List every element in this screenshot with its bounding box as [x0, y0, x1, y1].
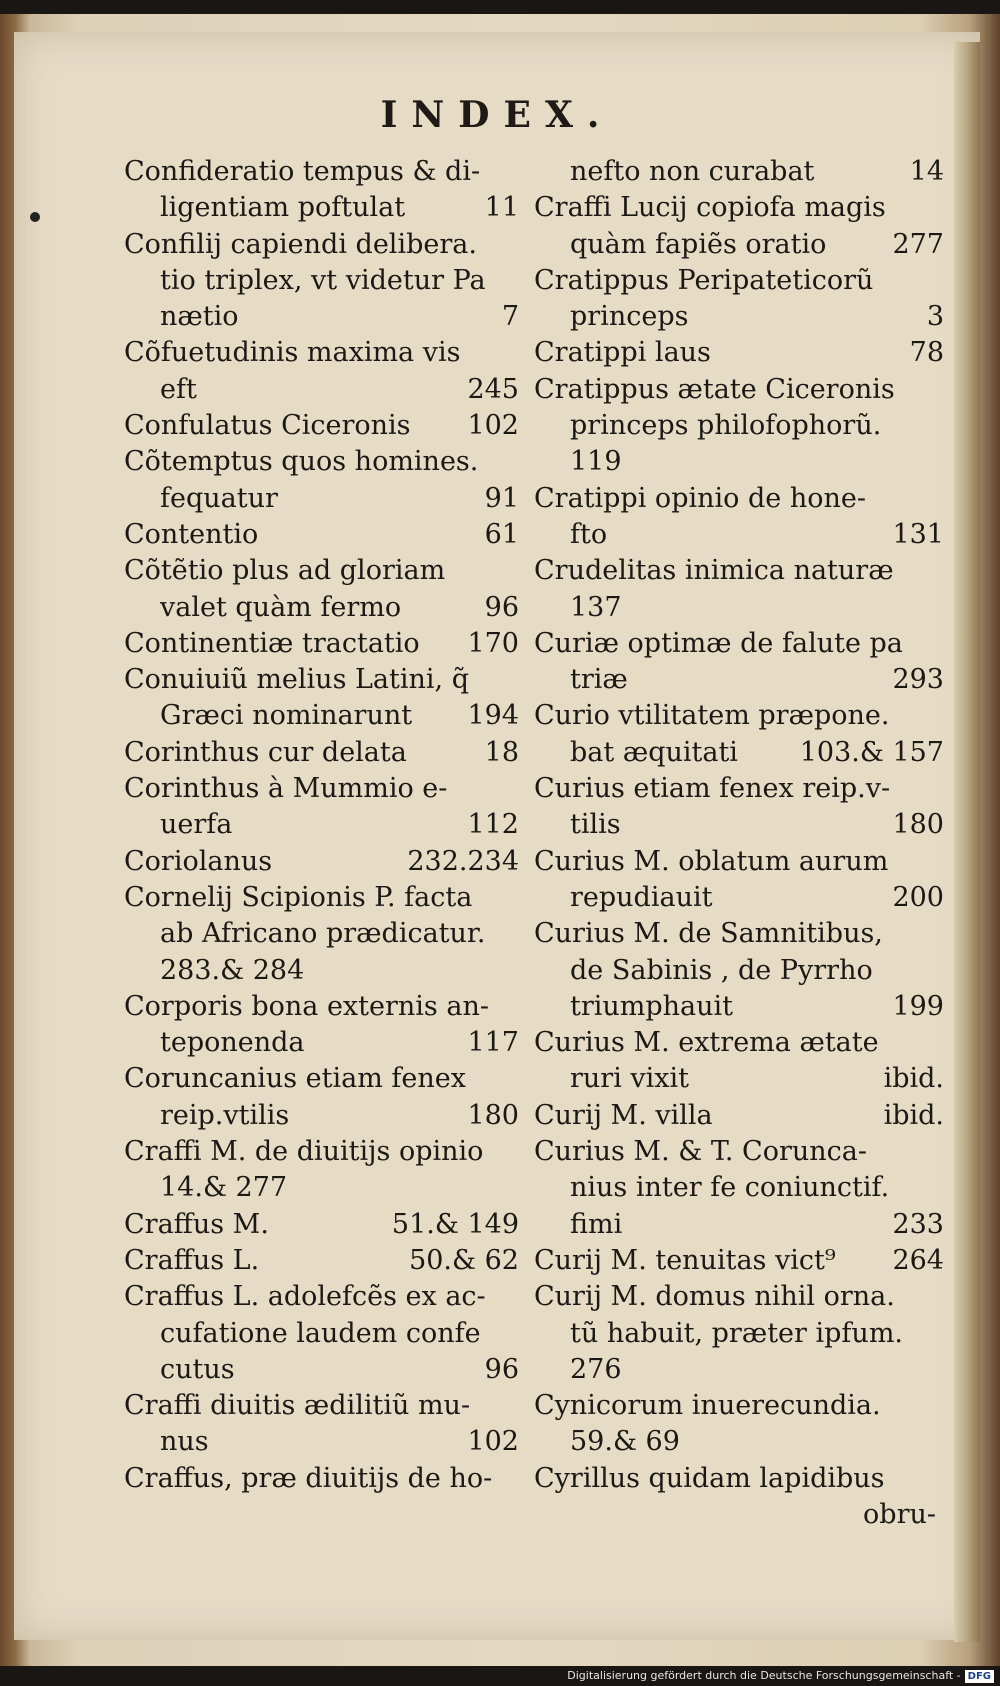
index-entry-line [124, 916, 519, 952]
entry-text: Curius M. extrema ætate [534, 1027, 879, 1059]
index-entry-line [124, 1424, 519, 1460]
index-entry-line [534, 880, 944, 916]
index-entry-line [124, 698, 519, 734]
index-entry-line [534, 1098, 944, 1134]
index-entry-line [124, 590, 519, 626]
index-entry-line [124, 190, 519, 226]
entry-text: Curij M. tenuitas vict⁹ [534, 1244, 836, 1276]
index-entry-line [124, 989, 519, 1025]
entry-text: reip.vtilis [160, 1099, 290, 1131]
index-entry-line [534, 481, 944, 517]
entry-text: Cõtẽtio plus ad gloriam [124, 555, 446, 587]
entry-text: Crudelitas inimica naturæ [534, 555, 894, 587]
entry-text: Contentio [124, 518, 259, 550]
index-entry-line [534, 953, 944, 989]
entry-text: Craffus, præ diuitijs de ho- [124, 1462, 493, 1494]
entry-page: 50.& 62 [409, 1244, 519, 1276]
entry-text: nus [160, 1426, 209, 1458]
entry-text: bat æquitati [570, 736, 738, 768]
index-entry-line [534, 1461, 944, 1497]
entry-text: 137 [570, 591, 622, 623]
index-entry-line [124, 1279, 519, 1315]
index-entry-line [124, 408, 519, 444]
entry-text: valet quàm fermo [160, 591, 402, 623]
index-entry-line [124, 299, 519, 335]
entry-text: Craffus L. adolefcẽs ex ac- [124, 1281, 486, 1313]
entry-text: fto [570, 518, 608, 550]
index-entry-line [534, 807, 944, 843]
book-scan [0, 14, 1000, 1666]
index-entry-line [534, 1352, 944, 1388]
entry-text: 59.& 69 [570, 1426, 680, 1458]
index-entry-line [124, 227, 519, 263]
index-entry-line [534, 517, 944, 553]
index-entry-line [124, 1243, 519, 1279]
page-title: INDEX. [380, 94, 614, 136]
index-entry-line [534, 844, 944, 880]
footer-text: Digitalisierung gefördert durch die Deutsche Forschungsgemeinschaft - [567, 1669, 961, 1682]
entry-page: 51.& 149 [391, 1208, 519, 1240]
entry-text: nætio [160, 301, 239, 333]
entry-text: Cratippi opinio de hone- [534, 482, 866, 514]
index-entry-line [124, 1025, 519, 1061]
entry-page: 194 [467, 700, 519, 732]
entry-page: 277 [892, 228, 944, 260]
index-entry-line [124, 807, 519, 843]
entry-text: quàm fapiẽs oratio [570, 228, 827, 260]
entry-text: 119 [570, 446, 622, 478]
index-entry-line [534, 916, 944, 952]
entry-text: eft [160, 373, 197, 405]
index-entry-line [124, 263, 519, 299]
entry-text: tũ habuit, præter ipfum. [570, 1317, 904, 1349]
index-entry-line [124, 1098, 519, 1134]
entry-text: Coruncanius etiam fenex [124, 1063, 466, 1095]
entry-page: 103.& 157 [799, 736, 944, 768]
entry-page: 112 [467, 809, 519, 841]
index-entry-line [534, 1388, 944, 1424]
index-entry-line [534, 1134, 944, 1170]
index-entry-line [534, 771, 944, 807]
entry-text: teponenda [160, 1027, 305, 1059]
entry-page: 7 [501, 301, 519, 333]
index-entry-line [124, 1170, 519, 1206]
entry-page: 293 [892, 664, 944, 696]
entry-page: 78 [909, 337, 944, 369]
index-column-left [124, 154, 519, 1497]
entry-text: ligentiam poftulat [160, 192, 406, 224]
entry-text: Continentiæ tractatio [124, 627, 420, 659]
index-entry-line [534, 989, 944, 1025]
entry-text: Curius M. de Samnitibus, [534, 918, 883, 950]
entry-page: 11 [484, 192, 519, 224]
index-entry-line [534, 626, 944, 662]
entry-text: Confulatus Ciceronis [124, 410, 411, 442]
index-entry-line [534, 1170, 944, 1206]
index-entry-line [124, 953, 519, 989]
index-entry-line [534, 1025, 944, 1061]
entry-text: Græci nominarunt [160, 700, 413, 732]
index-entry-line [534, 444, 944, 480]
entry-text: 14.& 277 [160, 1172, 288, 1204]
entry-text: Cyrillus quidam lapidibus [534, 1462, 885, 1494]
entry-text: Corporis bona externis an- [124, 990, 489, 1022]
entry-text: fequatur [160, 482, 278, 514]
entry-text: de Sabinis , de Pyrrho [570, 954, 873, 986]
entry-text: Corinthus cur delata [124, 736, 407, 768]
entry-text: fimi [570, 1208, 623, 1240]
entry-text: Curiæ optimæ de falute pa [534, 627, 903, 659]
entry-page: ibid. [883, 1099, 944, 1131]
index-entry-line [124, 626, 519, 662]
entry-page: 96 [484, 1353, 519, 1385]
entry-text: Confideratio tempus & di- [124, 156, 481, 187]
entry-page: 102 [467, 410, 519, 442]
index-entry-line [124, 372, 519, 408]
entry-text: Curius M. & T. Corunca- [534, 1136, 867, 1168]
entry-text: Cõfuetudinis maxima vis [124, 337, 461, 369]
entry-text: princeps philofophorũ. [570, 410, 882, 442]
entry-text: cutus [160, 1353, 235, 1385]
index-entry-line [534, 698, 944, 734]
index-entry-line [534, 1497, 944, 1533]
entry-page: 96 [484, 591, 519, 623]
entry-text: Conuiuiũ melius Latini, q̃ [124, 664, 469, 696]
entry-text: Cratippus Peripateticorũ [534, 264, 874, 296]
entry-text: uerfa [160, 809, 233, 841]
index-entry-line [124, 517, 519, 553]
index-entry-line [534, 190, 944, 226]
page [14, 32, 980, 1640]
index-entry-line [124, 662, 519, 698]
entry-text: Corinthus à Mummio e- [124, 773, 448, 805]
index-entry-line [124, 1461, 519, 1497]
index-entry-line [534, 1061, 944, 1097]
entry-page: 200 [892, 881, 944, 913]
dfg-logo: DFG [965, 1670, 994, 1683]
index-entry-line [124, 880, 519, 916]
entry-page: 91 [484, 482, 519, 514]
entry-page: 18 [484, 736, 519, 768]
entry-page: 3 [926, 301, 944, 333]
entry-text: cufatione laudem confe [160, 1317, 481, 1349]
index-entry-line [534, 1207, 944, 1243]
entry-text: Cornelij Scipionis P. facta [124, 881, 473, 913]
entry-text: Curius M. oblatum aurum [534, 845, 889, 877]
entry-page: 170 [467, 627, 519, 659]
footer [567, 1668, 994, 1684]
entry-page: ibid. [883, 1063, 944, 1095]
entry-text: repudiauit [570, 881, 713, 913]
index-entry-line [124, 1207, 519, 1243]
entry-text: Cratippus ætate Ciceronis [534, 373, 895, 405]
entry-text: ruri vixit [570, 1063, 690, 1095]
entry-text: Confilij capiendi delibera. [124, 228, 477, 260]
index-entry-line [124, 553, 519, 589]
entry-page: 245 [467, 373, 519, 405]
entry-page: 264 [892, 1244, 944, 1276]
index-entry-line [534, 299, 944, 335]
index-entry-line [534, 263, 944, 299]
index-column-right [534, 154, 944, 1533]
entry-text: nefto non curabat [570, 156, 815, 187]
index-entry-line [534, 335, 944, 371]
index-entry-line [534, 735, 944, 771]
entry-text: 276 [570, 1353, 622, 1385]
index-entry-line [124, 154, 519, 190]
index-entry-line [534, 662, 944, 698]
index-entry-line [124, 444, 519, 480]
entry-text: Craffi M. de diuitijs opinio [124, 1136, 484, 1168]
entry-page: 232.234 [407, 845, 519, 877]
entry-text: Cõtemptus quos homines. [124, 446, 479, 478]
index-entry-line [124, 481, 519, 517]
entry-text: nius inter fe coniunctif. [570, 1172, 890, 1204]
entry-page: 233 [892, 1208, 944, 1240]
entry-text: Curius etiam fenex reip.v- [534, 773, 891, 805]
entry-page: 102 [467, 1426, 519, 1458]
index-entry-line [534, 408, 944, 444]
entry-text: princeps [570, 301, 689, 333]
entry-text: ab Africano prædicatur. [160, 918, 486, 950]
index-entry-line [534, 1316, 944, 1352]
index-entry-line [124, 1061, 519, 1097]
entry-text: obru- [863, 1498, 936, 1530]
index-entry-line [534, 1424, 944, 1460]
entry-page: 199 [892, 990, 944, 1022]
entry-page: 131 [892, 518, 944, 550]
ink-dot [30, 212, 40, 222]
index-entry-line [534, 227, 944, 263]
entry-page: 61 [484, 518, 519, 550]
index-entry-line [124, 1134, 519, 1170]
entry-page: 14 [909, 156, 944, 187]
entry-text: Craffus L. [124, 1244, 260, 1276]
entry-page: 180 [467, 1099, 519, 1131]
entry-page: 117 [467, 1027, 519, 1059]
entry-text: triæ [570, 664, 628, 696]
index-entry-line [124, 1388, 519, 1424]
index-entry-line [124, 735, 519, 771]
entry-text: tio triplex, vt videtur Pa [160, 264, 486, 296]
entry-text: Cynicorum inuerecundia. [534, 1390, 881, 1422]
entry-text: Curij M. villa [534, 1099, 713, 1131]
entry-text: Coriolanus [124, 845, 273, 877]
index-entry-line [534, 1279, 944, 1315]
page-edge [954, 42, 980, 1642]
index-entry-line [124, 771, 519, 807]
entry-text: Craffi diuitis ædilitiũ mu- [124, 1390, 471, 1422]
entry-text: 283.& 284 [160, 954, 305, 986]
entry-text: Craffi Lucij copiofa magis [534, 192, 886, 224]
entry-text: triumphauit [570, 990, 734, 1022]
index-entry-line [124, 1316, 519, 1352]
entry-text: Curij M. domus nihil orna. [534, 1281, 895, 1313]
index-entry-line [534, 553, 944, 589]
index-entry-line [124, 1352, 519, 1388]
index-entry-line [124, 844, 519, 880]
entry-page: 180 [892, 809, 944, 841]
index-entry-line [534, 372, 944, 408]
index-entry-line [534, 1243, 944, 1279]
index-entry-line [124, 335, 519, 371]
entry-text: Craffus M. [124, 1208, 269, 1240]
entry-text: Cratippi laus [534, 337, 711, 369]
entry-text: tilis [570, 809, 621, 841]
entry-text: Curio vtilitatem præpone. [534, 700, 890, 732]
index-entry-line [534, 154, 944, 190]
index-entry-line [534, 590, 944, 626]
